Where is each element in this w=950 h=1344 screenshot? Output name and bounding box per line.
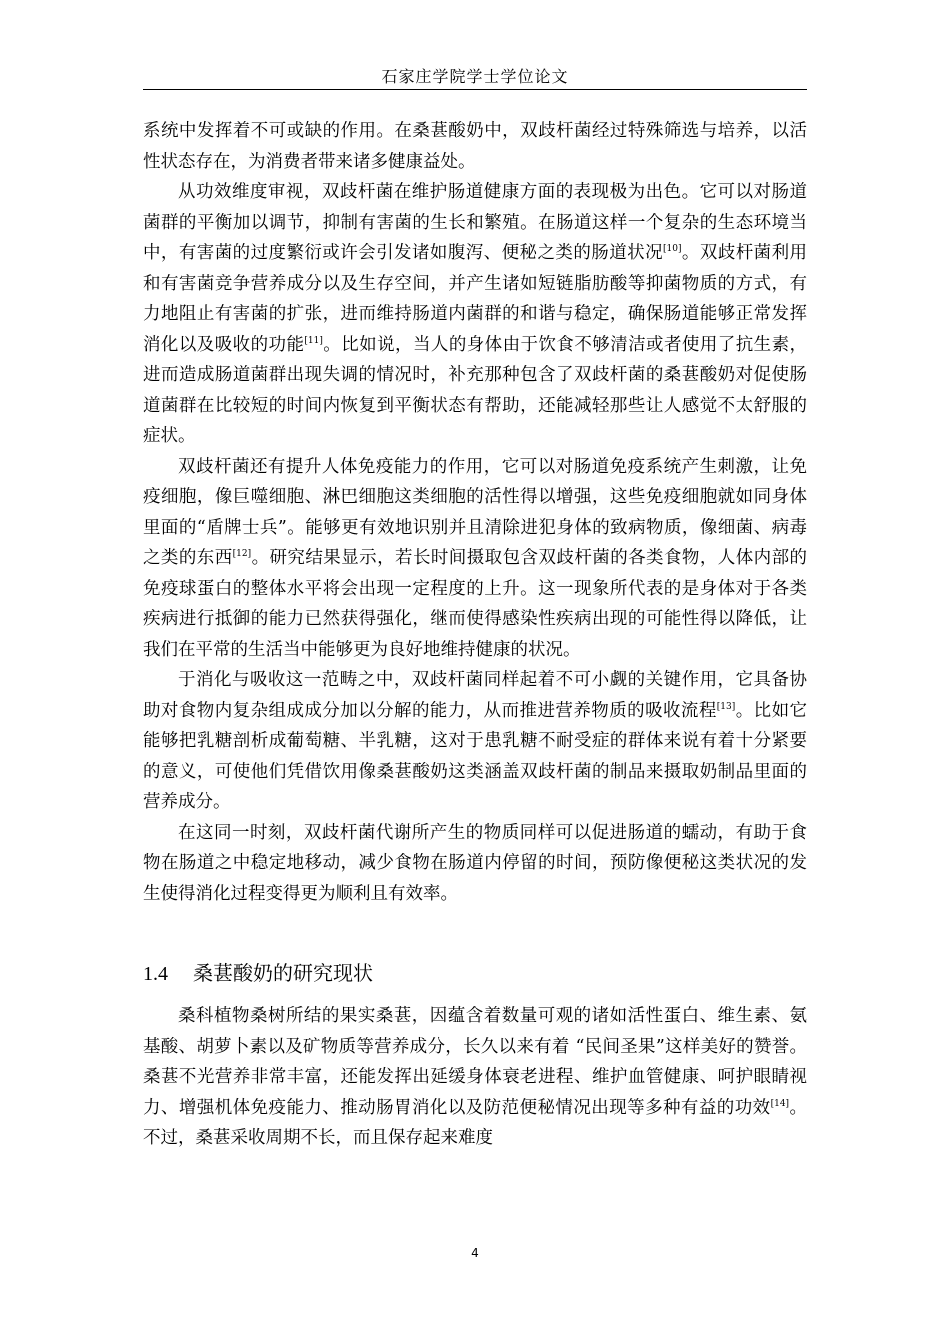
paragraph-text: 。比如它能够把乳糖剖析成葡萄糖、半乳糖，这对于患乳糖不耐受症的群体来说有着十分紧要的意义，可使他们凭借饮用像桑葚酸奶这类涵盖双歧杆菌的制品来摄取奶制品里面的营养成分。 — [143, 700, 808, 812]
body-text — [143, 116, 807, 1154]
citation-ref: [11] — [304, 335, 323, 346]
section-heading — [143, 959, 807, 988]
running-header: 石家庄学院学士学位论文 — [381, 67, 569, 86]
paragraph-text: 桑科植物桑树所结的果实桑葚，因蕴含着数量可观的诸如活性蛋白、维生素、氨基酸、胡萝卜素以及矿物质等营养成分，长久以来有着 “民间圣果”这样美好的赞誉。桑葚不光营养非常丰富，还能发挥出延缓身体衰老进程、维护血管健康、呵护眼睛视力、增强机体免疫能力、推动肠胃消化以及防范便秘情况出现等多种有益的功效 — [143, 1006, 807, 1118]
paragraph-3 — [143, 452, 807, 666]
paragraph-text: 于消化与吸收这一范畴之中，双歧杆菌同样起着不可小觑的关键作用，它具备协助对食物内复杂组成成分加以分解的能力，从而推进营养物质的吸收流程 — [143, 670, 807, 721]
paragraph-text: 系统中发挥着不可或缺的作用。在桑葚酸奶中，双歧杆菌经过特殊筛选与培养，以活性状态存在，为消费者带来诸多健康益处。 — [143, 121, 807, 172]
section-number: 1.4 — [143, 963, 168, 985]
citation-ref: [13] — [716, 701, 736, 712]
paragraph-text: 。研究结果显示，若长时间摄取包含双歧杆菌的各类食物，人体内部的免疫球蛋白的整体水平将会出现一定程度的上升。这一现象所代表的是身体对于各类疾病进行抵御的能力已然获得强化，继而使得感染性疾病出现的可能性得以降低，让我们在平常的生活当中能够更为良好地维持健康的状况。 — [143, 548, 807, 660]
paragraph-1 — [143, 116, 807, 177]
paragraph-text: 双歧杆菌还有提升人体免疫能力的作用，它可以对肠道免疫系统产生刺激，让免疫细胞，像巨噬细胞、淋巴细胞这类细胞的活性得以增强，这些免疫细胞就如同身体里面的“盾牌士兵”。能够更有效地识别并且清除进犯身体的致病物质，像细菌、病毒之类的东西 — [143, 456, 807, 568]
section-title: 桑葚酸奶的研究现状 — [193, 961, 373, 985]
citation-ref: [14] — [770, 1098, 790, 1109]
page-number: 4 — [471, 1246, 479, 1260]
paragraph-text: 。不过，桑葚采收周期不长，而且保存起来难度 — [143, 1097, 808, 1148]
paragraph-text: 从功效维度审视，双歧杆菌在维护肠道健康方面的表现极为出色。它可以对肠道菌群的平衡加以调节，抑制有害菌的生长和繁殖。在肠道这样一个复杂的生态环境当中，有害菌的过度繁衍或许会引发诸如腹泻、便秘之类的肠道状况 — [143, 182, 807, 263]
paragraph-text: 。双歧杆菌利用和有害菌竞争营养成分以及生存空间，并产生诸如短链脂肪酸等抑菌物质的方式，有力地阻止有害菌的扩张，进而维持肠道内菌群的和谐与稳定，确保肠道能够正常发挥消化以及吸收的功能 — [143, 243, 808, 355]
paragraph-4 — [143, 665, 807, 818]
paragraph-5 — [143, 818, 807, 910]
paragraph-text: 在这同一时刻，双歧杆菌代谢所产生的物质同样可以促进肠道的蠕动，有助于食物在肠道之中稳定地移动，减少食物在肠道内停留的时间，预防像便秘这类状况的发生使得消化过程变得更为顺利且有效率。 — [143, 822, 807, 904]
citation-ref: [12] — [232, 549, 252, 559]
citation-ref: [10] — [663, 244, 682, 254]
paragraph-2 — [143, 177, 807, 452]
paragraph-6 — [143, 1001, 807, 1154]
header-rule — [143, 89, 807, 90]
paragraph-text: 。比如说，当人的身体由于饮食不够清洁或者使用了抗生素，进而造成肠道菌群出现失调的情况时，补充那种包含了双歧杆菌的桑葚酸奶对促使肠道菌群在比较短的时间内恢复到平衡状态有帮助，还能减轻那些让人感觉不太舒服的症状。 — [143, 334, 808, 446]
